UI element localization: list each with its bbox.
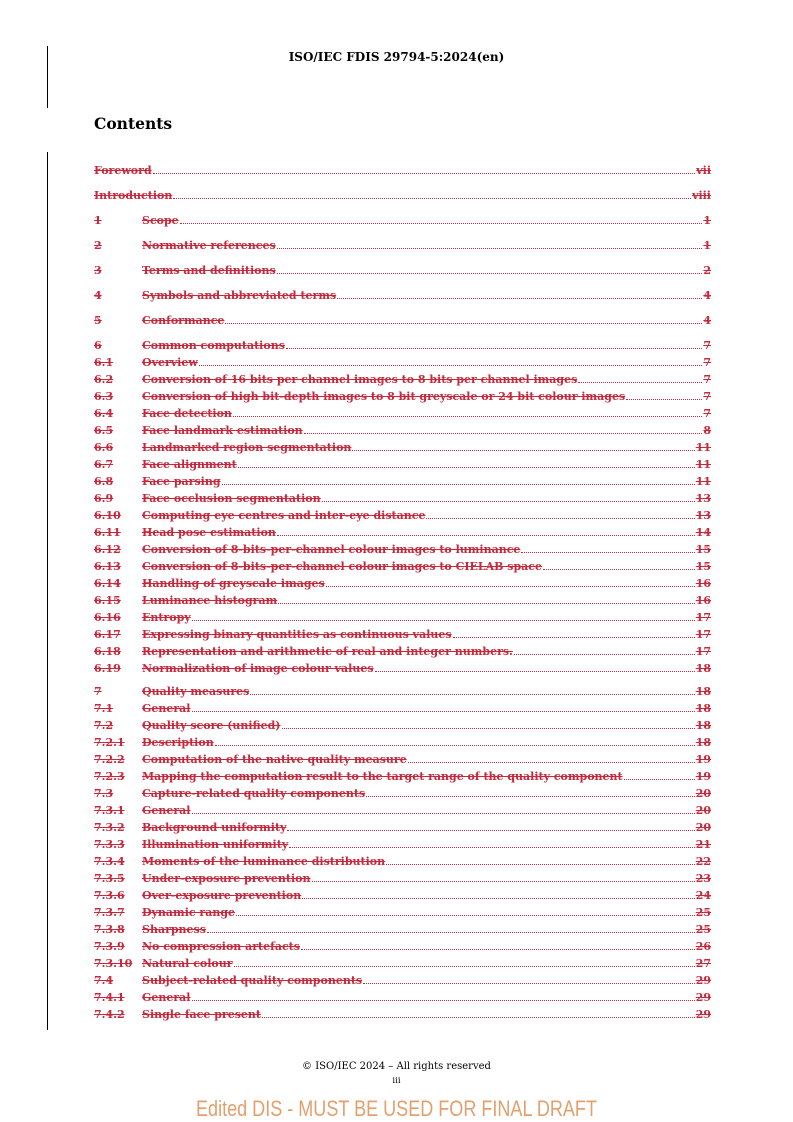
toc-entry-page: 11 [695, 458, 711, 471]
toc-entry-number: 1 [94, 214, 102, 227]
toc-entry-title: Subject-related quality components [142, 974, 363, 987]
toc-entry[interactable] [94, 237, 711, 254]
toc-dot-leader [236, 915, 695, 916]
toc-dot-leader [514, 654, 695, 655]
toc-entry[interactable] [94, 938, 711, 955]
toc-entry-number: 6.13 [94, 560, 121, 573]
toc-entry[interactable] [94, 312, 711, 329]
toc-entry[interactable] [94, 972, 711, 989]
toc-entry-title: Illumination uniformity [142, 838, 289, 851]
toc-dot-leader [233, 416, 702, 417]
toc-dot-leader [302, 898, 694, 899]
toc-dot-leader [426, 518, 694, 519]
toc-dot-leader [624, 779, 695, 780]
toc-entry-title: Conversion of high bit-depth images to 8 bit greyscale or 24 bit colour images [142, 390, 626, 403]
toc-entry-title: Computation of the native quality measure [142, 753, 407, 766]
toc-entry-number: 7.4 [94, 974, 114, 987]
toc-entry-title: Landmarked region segmentation [142, 441, 352, 454]
toc-dot-leader [282, 728, 695, 729]
toc-entry-title: Under-exposure prevention [142, 872, 311, 885]
toc-dot-leader [277, 273, 703, 274]
toc-entry-number: 6.17 [94, 628, 121, 641]
toc-entry-number: 7.3.2 [94, 821, 125, 834]
toc-entry[interactable] [94, 490, 711, 507]
toc-dot-leader [173, 198, 691, 199]
toc-entry-number: 7.1 [94, 702, 114, 715]
toc-entry-page: 18 [695, 685, 711, 698]
toc-dot-leader [234, 966, 695, 967]
toc-entry[interactable] [94, 717, 711, 734]
toc-entry-number: 6.16 [94, 611, 121, 624]
toc-entry-title: Dynamic range [142, 906, 236, 919]
toc-entry[interactable] [94, 405, 711, 422]
toc-dot-leader [222, 484, 695, 485]
toc-entry-page: 19 [695, 753, 711, 766]
toc-entry-number: 6.10 [94, 509, 121, 522]
toc-entry-number: 7.4.2 [94, 1008, 125, 1021]
toc-entry-number: 6.18 [94, 645, 121, 658]
toc-entry-title: Representation and arithmetic of real and integer numbers. [142, 645, 513, 658]
toc-entry-number: 6 [94, 339, 102, 352]
toc-entry-title: Face alignment [142, 458, 237, 471]
toc-entry[interactable] [94, 751, 711, 768]
toc-entry-title: No compression artefacts [142, 940, 300, 953]
toc-entry-title: Face occlusion segmentation [142, 492, 321, 505]
contents-heading: Contents [94, 114, 173, 133]
toc-entry-title: Expressing binary quantities as continuous values [142, 628, 452, 641]
toc-entry-number: 6.6 [94, 441, 114, 454]
copyright-notice: © ISO/IEC 2024 – All rights reserved [302, 1061, 491, 1072]
toc-entry-number: 6.11 [94, 526, 121, 539]
toc-entry-title: Description [142, 736, 214, 749]
toc-entry-page: 23 [695, 872, 711, 885]
toc-entry-title: Luminance histogram [142, 594, 278, 607]
toc-dot-leader [375, 671, 695, 672]
toc-entry[interactable] [94, 592, 711, 609]
toc-entry-page: 18 [695, 736, 711, 749]
toc-entry-number: 7.4.1 [94, 991, 125, 1004]
toc-entry[interactable] [94, 819, 711, 836]
toc-entry-page: 18 [695, 662, 711, 675]
toc-entry[interactable] [94, 785, 711, 802]
toc-entry-title: Introduction [94, 189, 173, 202]
toc-dot-leader [312, 881, 695, 882]
toc-entry-title: Moments of the luminance distribution [142, 855, 386, 868]
toc-entry-number: 7.3.5 [94, 872, 125, 885]
toc-entry[interactable] [94, 422, 711, 439]
toc-entry-page: viii [692, 189, 711, 202]
toc-entry-page: 25 [695, 923, 711, 936]
toc-entry-title: Over-exposure prevention [142, 889, 302, 902]
toc-entry-page: vii [696, 164, 711, 177]
toc-entry-title: General [142, 702, 191, 715]
toc-entry[interactable] [94, 609, 711, 626]
toc-entry[interactable] [94, 212, 711, 229]
toc-dot-leader [192, 620, 695, 621]
toc-entry-title: Terms and definitions [142, 264, 276, 277]
toc-entry[interactable] [94, 575, 711, 592]
toc-entry-page: 24 [695, 889, 711, 902]
toc-entry-page: 17 [695, 628, 711, 641]
toc-entry-page: 21 [695, 838, 711, 851]
toc-dot-leader [286, 348, 702, 349]
toc-entry-page: 7 [703, 407, 711, 420]
toc-entry-title: Conversion of 8-bits-per-channel colour images to CIELAB space [142, 560, 542, 573]
toc-entry[interactable] [94, 734, 711, 751]
toc-entry-page: 17 [695, 645, 711, 658]
toc-entry-page: 14 [695, 526, 711, 539]
toc-entry-page: 8 [703, 424, 711, 437]
toc-entry-title: Face detection [142, 407, 232, 420]
page-number: iii [392, 1076, 401, 1086]
toc-dot-leader [192, 813, 695, 814]
change-bar-main [47, 152, 48, 1030]
toc-entry-title: Computing eye centres and inter-eye distance [142, 509, 426, 522]
toc-dot-leader [326, 586, 695, 587]
toc-entry-title: Mapping the computation result to the target range of the quality component [142, 770, 623, 783]
toc-dot-leader [262, 1017, 695, 1018]
toc-entry[interactable] [94, 643, 711, 660]
toc-entry[interactable] [94, 337, 711, 354]
toc-entry-number: 7 [94, 685, 102, 698]
toc-entry[interactable] [94, 700, 711, 717]
toc-entry[interactable] [94, 921, 711, 938]
toc-dot-leader [304, 433, 703, 434]
toc-entry-page: 1 [703, 239, 711, 252]
toc-entry-title: Background uniformity [142, 821, 287, 834]
toc-dot-leader [301, 949, 695, 950]
toc-entry-title: Quality score (unified) [142, 719, 281, 732]
toc-entry-number: 7.3.3 [94, 838, 125, 851]
toc-dot-leader [363, 983, 695, 984]
toc-entry-title: General [142, 991, 191, 1004]
toc-entry[interactable] [94, 768, 711, 785]
toc-entry-page: 18 [695, 719, 711, 732]
toc-entry[interactable] [94, 354, 711, 371]
toc-dot-leader [287, 830, 694, 831]
toc-entry[interactable] [94, 955, 711, 972]
toc-dot-leader [322, 501, 695, 502]
toc-dot-leader [543, 569, 695, 570]
toc-entry-page: 2 [703, 264, 711, 277]
toc-dot-leader [192, 711, 695, 712]
toc-entry-number: 7.3.10 [94, 957, 133, 970]
toc-dot-leader [337, 298, 702, 299]
toc-dot-leader [453, 637, 695, 638]
toc-dot-leader [192, 1000, 695, 1001]
toc-entry[interactable] [94, 558, 711, 575]
toc-entry[interactable] [94, 989, 711, 1006]
table-of-contents [94, 162, 711, 1023]
toc-entry-title: Natural colour [142, 957, 233, 970]
toc-dot-leader [626, 399, 702, 400]
toc-entry-page: 29 [695, 1008, 711, 1021]
toc-entry-page: 7 [703, 339, 711, 352]
toc-entry[interactable] [94, 626, 711, 643]
toc-entry-title: Foreword [94, 164, 152, 177]
toc-entry-page: 11 [695, 441, 711, 454]
toc-entry-title: Handling of greyscale images [142, 577, 325, 590]
toc-entry[interactable] [94, 836, 711, 853]
toc-dot-leader [277, 535, 695, 536]
toc-entry-page: 16 [695, 577, 711, 590]
toc-entry-page: 27 [695, 957, 711, 970]
toc-dot-leader [238, 467, 695, 468]
toc-entry-number: 6.7 [94, 458, 114, 471]
toc-dot-leader [180, 223, 703, 224]
toc-entry-page: 29 [695, 991, 711, 1004]
toc-entry[interactable] [94, 541, 711, 558]
toc-entry[interactable] [94, 853, 711, 870]
toc-dot-leader [352, 450, 694, 451]
toc-entry-page: 17 [695, 611, 711, 624]
toc-entry-title: Symbols and abbreviated terms [142, 289, 337, 302]
toc-entry-title: Scope [142, 214, 179, 227]
toc-dot-leader [225, 323, 702, 324]
toc-dot-leader [578, 382, 702, 383]
toc-entry-number: 6.15 [94, 594, 121, 607]
toc-entry-number: 6.14 [94, 577, 121, 590]
toc-entry[interactable] [94, 683, 711, 700]
toc-entry-number: 7.3.1 [94, 804, 125, 817]
toc-entry-page: 1 [703, 214, 711, 227]
toc-entry-title: Normative references [142, 239, 276, 252]
toc-entry-number: 7.2.1 [94, 736, 125, 749]
toc-entry-title: Overview [142, 356, 198, 369]
toc-entry-title: Conformance [142, 314, 225, 327]
toc-entry-page: 13 [695, 509, 711, 522]
toc-entry-number: 6.2 [94, 373, 114, 386]
toc-entry-title: Capture-related quality components [142, 787, 366, 800]
toc-entry-page: 16 [695, 594, 711, 607]
toc-entry-page: 26 [695, 940, 711, 953]
toc-entry[interactable] [94, 802, 711, 819]
toc-entry-page: 11 [695, 475, 711, 488]
toc-entry-title: Single face present [142, 1008, 261, 1021]
toc-entry-number: 7.3 [94, 787, 114, 800]
toc-entry-title: General [142, 804, 191, 817]
draft-watermark: Edited DIS - MUST BE USED FOR FINAL DRAFT [196, 1096, 597, 1121]
toc-dot-leader [408, 762, 695, 763]
toc-entry-title: Conversion of 8-bits-per-channel colour images to luminance [142, 543, 521, 556]
toc-entry-number: 6.1 [94, 356, 114, 369]
toc-entry-number: 7.3.6 [94, 889, 125, 902]
toc-entry[interactable] [94, 1006, 711, 1023]
toc-entry-number: 6.12 [94, 543, 121, 556]
toc-dot-leader [289, 847, 694, 848]
toc-entry-page: 22 [695, 855, 711, 868]
toc-entry[interactable] [94, 287, 711, 304]
toc-dot-leader [386, 864, 695, 865]
toc-entry-number: 5 [94, 314, 102, 327]
toc-entry-page: 15 [695, 560, 711, 573]
toc-entry-page: 29 [695, 974, 711, 987]
toc-entry-number: 7.3.8 [94, 923, 125, 936]
toc-entry-title: Conversion of 16 bits per channel images to 8 bits per channel images [142, 373, 578, 386]
toc-entry-page: 20 [695, 787, 711, 800]
toc-entry-page: 7 [703, 356, 711, 369]
toc-entry-title: Common computations [142, 339, 285, 352]
toc-entry[interactable] [94, 904, 711, 921]
toc-entry[interactable] [94, 262, 711, 279]
document-id-header: ISO/IEC FDIS 29794-5:2024(en) [288, 50, 505, 64]
toc-entry[interactable] [94, 439, 711, 456]
toc-entry-number: 7.2 [94, 719, 114, 732]
toc-dot-leader [215, 745, 695, 746]
toc-entry[interactable] [94, 524, 711, 541]
toc-entry-number: 7.2.2 [94, 753, 125, 766]
toc-entry-page: 18 [695, 702, 711, 715]
toc-entry-number: 6.9 [94, 492, 114, 505]
toc-entry[interactable] [94, 388, 711, 405]
toc-entry-page: 15 [695, 543, 711, 556]
toc-entry-number: 6.19 [94, 662, 121, 675]
toc-entry[interactable] [94, 660, 711, 677]
toc-entry[interactable] [94, 187, 711, 204]
toc-dot-leader [521, 552, 694, 553]
toc-entry-number: 6.4 [94, 407, 114, 420]
toc-entry[interactable] [94, 371, 711, 388]
toc-entry[interactable] [94, 507, 711, 524]
toc-entry-title: Entropy [142, 611, 191, 624]
toc-entry-number: 7.3.7 [94, 906, 125, 919]
toc-entry-number: 7.3.4 [94, 855, 125, 868]
toc-entry-page: 25 [695, 906, 711, 919]
toc-entry-number: 4 [94, 289, 102, 302]
toc-dot-leader [366, 796, 695, 797]
toc-entry-title: Head pose estimation [142, 526, 276, 539]
toc-entry-page: 4 [703, 314, 711, 327]
toc-dot-leader [207, 932, 695, 933]
toc-dot-leader [250, 694, 694, 695]
toc-entry-number: 7.3.9 [94, 940, 125, 953]
toc-entry-page: 4 [703, 289, 711, 302]
toc-dot-leader [277, 248, 703, 249]
toc-entry-title: Quality measures [142, 685, 250, 698]
toc-entry-page: 20 [695, 804, 711, 817]
toc-entry-page: 7 [703, 373, 711, 386]
toc-dot-leader [278, 603, 694, 604]
toc-entry-page: 20 [695, 821, 711, 834]
toc-entry-title: Face parsing [142, 475, 221, 488]
toc-entry[interactable] [94, 473, 711, 490]
toc-entry-number: 6.3 [94, 390, 114, 403]
toc-entry[interactable] [94, 870, 711, 887]
toc-entry-page: 7 [703, 390, 711, 403]
toc-entry-page: 19 [695, 770, 711, 783]
toc-entry-title: Normalization of image colour values [142, 662, 374, 675]
toc-entry[interactable] [94, 887, 711, 904]
toc-entry-title: Face landmark estimation [142, 424, 303, 437]
toc-entry-number: 7.2.3 [94, 770, 125, 783]
toc-entry-number: 6.8 [94, 475, 114, 488]
toc-entry[interactable] [94, 162, 711, 179]
toc-entry-page: 13 [695, 492, 711, 505]
toc-dot-leader [199, 365, 703, 366]
toc-dot-leader [153, 173, 696, 174]
toc-entry-number: 2 [94, 239, 102, 252]
toc-entry[interactable] [94, 456, 711, 473]
toc-entry-number: 6.5 [94, 424, 114, 437]
toc-entry-title: Sharpness [142, 923, 206, 936]
toc-entry-number: 3 [94, 264, 102, 277]
